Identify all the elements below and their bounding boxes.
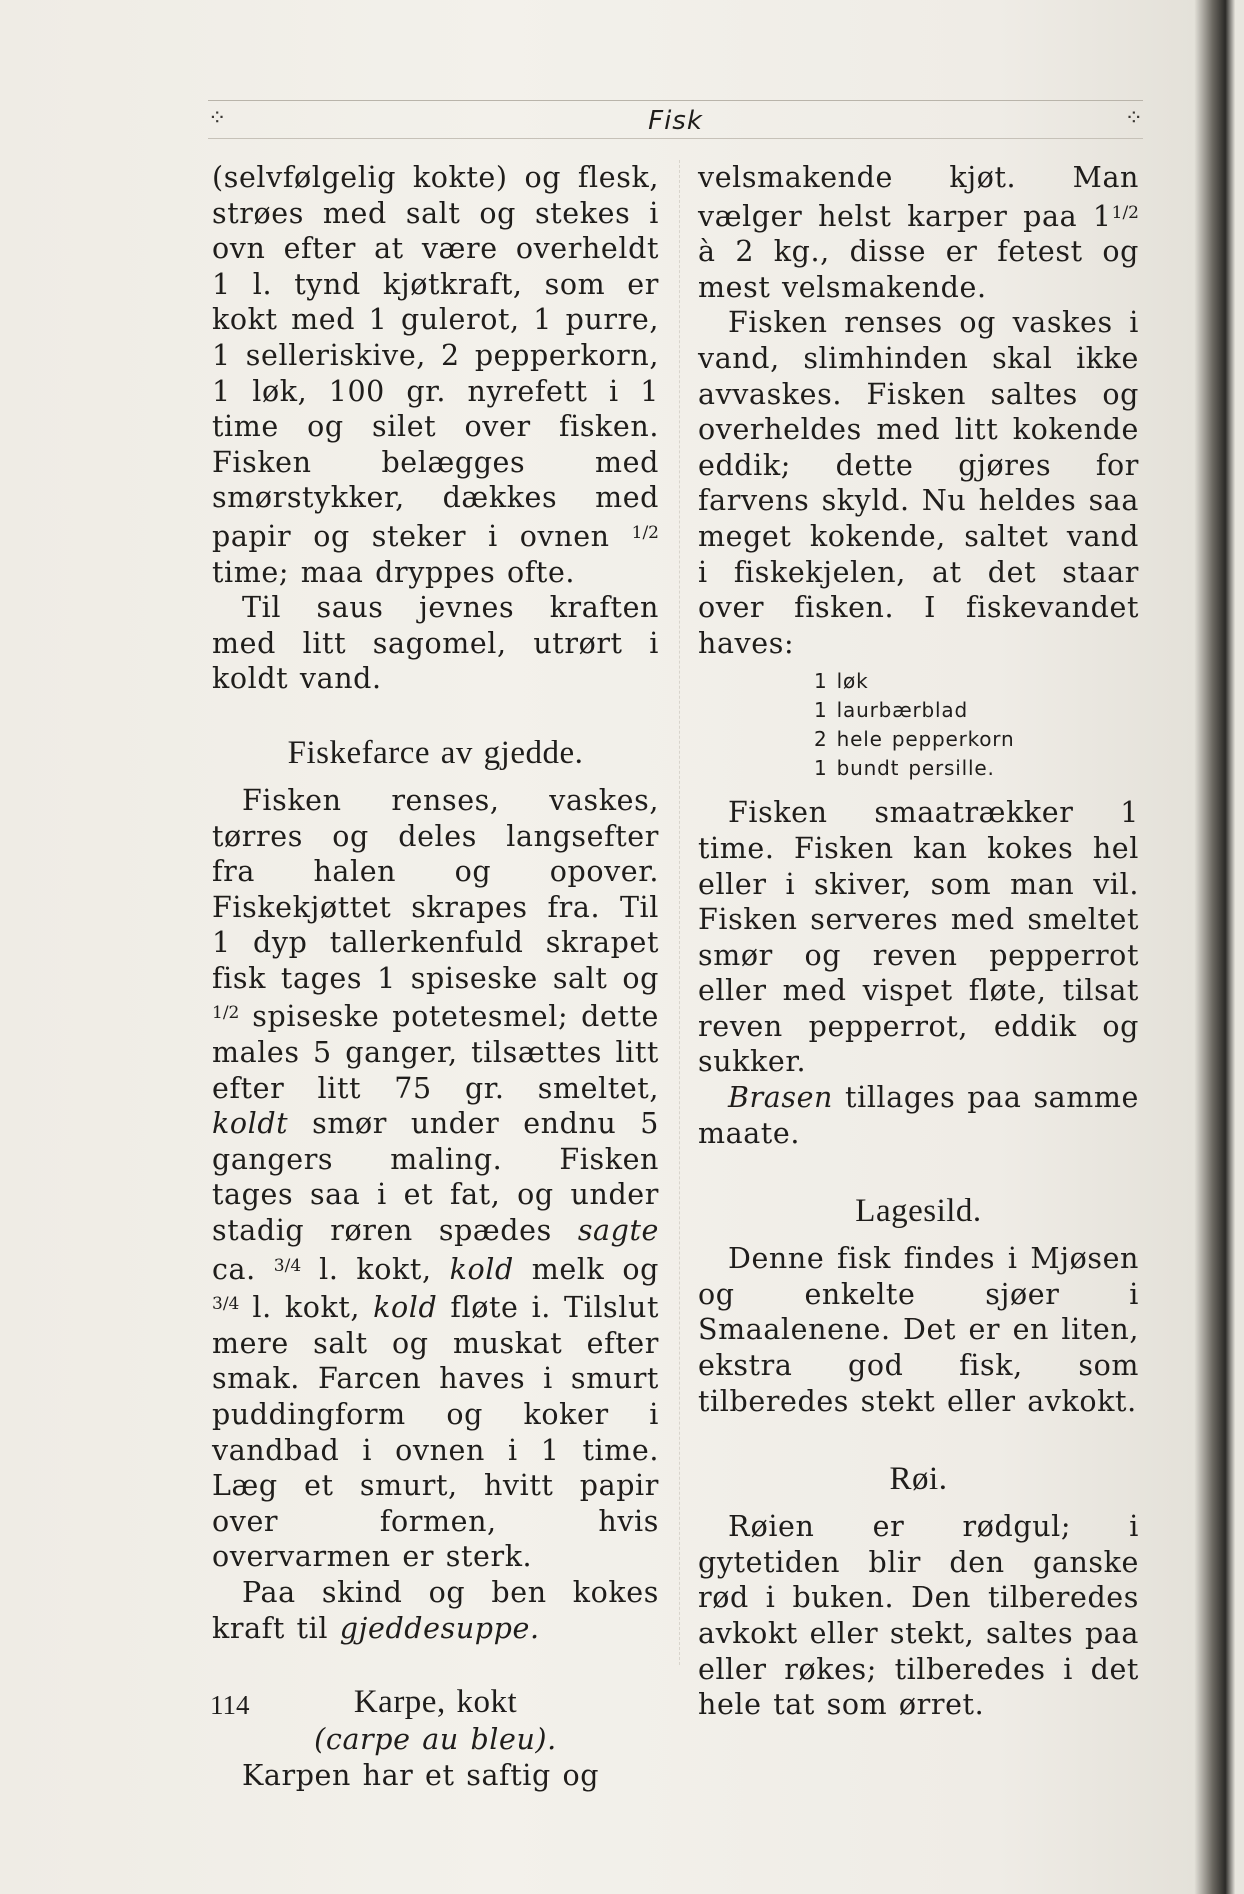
- list-item: 2 hele pepperkorn: [814, 727, 1015, 752]
- text: tillages paa samme maate.: [698, 1081, 1139, 1150]
- right-column: [698, 160, 1139, 1723]
- section-subtitle: (carpe au bleu).: [314, 1723, 557, 1757]
- fraction: 1/2: [212, 1003, 240, 1024]
- list-item: 1 bundt persille.: [814, 756, 995, 781]
- fraction: 1/2: [631, 522, 659, 543]
- italic-text: kold: [373, 1291, 438, 1325]
- paragraph: Til saus jevnes kraften med litt sagomel, utrørt i koldt vand.: [212, 591, 659, 696]
- header-rule-bottom: [208, 138, 1143, 139]
- text: l. kokt,: [239, 1291, 374, 1325]
- section-heading-roi: Røi.: [889, 1461, 948, 1498]
- italic-text: koldt: [212, 1107, 289, 1141]
- italic-text: sagte: [577, 1214, 659, 1248]
- section-heading-lagesild: Lagesild.: [855, 1193, 982, 1230]
- page-number: 114: [210, 1690, 250, 1720]
- text: Fisken renses, vaskes, tørres og deles langsefter fra halen og opover. Fiskekjøttet skrapes fra. Til 1 dyp tallerkenfuld skrapet fisk tages 1 spiseske salt og: [212, 783, 659, 995]
- italic-text: kold: [449, 1252, 514, 1286]
- left-column: [212, 160, 659, 1793]
- ingredient-list: [698, 667, 1139, 783]
- paragraph: Fisken smaatrækker 1 time. Fisken kan kokes hel eller i skiver, som man vil. Fisken serveres med smeltet smør og reven pepperrot eller med vispet fløte, tilsat reven pepperrot, eddik og sukker.: [698, 796, 1139, 1079]
- italic-text: gjeddesuppe.: [339, 1611, 540, 1645]
- text: l. kokt,: [301, 1252, 450, 1286]
- text: velsmakende kjøt. Man vælger helst karper paa 1: [698, 161, 1139, 233]
- section-heading-karpe: Karpe, kokt: [353, 1684, 518, 1721]
- text: à 2 kg., disse er fetest og mest velsmakende.: [698, 235, 1139, 304]
- fraction: 1/2: [1111, 202, 1139, 223]
- paragraph: Denne fisk findes i Mjøsen og enkelte sjøer i Smaalenene. Det er en liten, ekstra god fisk, som tilberedes stekt eller avkokt.: [698, 1242, 1139, 1418]
- paragraph: Røien er rødgul; i gytetiden blir den ganske rød i buken. Den tilberedes avkokt eller stekt, saltes paa eller røkes; tilberedes i det hele tat som ørret.: [698, 1510, 1139, 1722]
- ornament-left-icon: ⁘: [208, 106, 227, 131]
- column-divider: [679, 160, 680, 1665]
- header-rule-top: [208, 100, 1143, 101]
- paragraph: [698, 1080, 1139, 1151]
- text: time; maa dryppes ofte.: [212, 555, 576, 589]
- paragraph: [698, 160, 1139, 305]
- paragraph: [212, 160, 659, 590]
- text: smør under endnu 5 gangers maling. Fisken tages saa i et fat, og under stadig røren spædes: [212, 1107, 659, 1248]
- text: fløte i. Tilslut mere salt og muskat efter smak. Farcen haves i smurt puddingform og koker i vandbad i ovnen i 1 time. Læg et smurt, hvitt papir over formen, hvis overvarmen er sterk.: [212, 1291, 659, 1574]
- paragraph: [212, 783, 659, 1575]
- list-item: 1 laurbærblad: [814, 698, 968, 723]
- text: melk og: [513, 1252, 659, 1286]
- paragraph: [212, 1575, 659, 1646]
- italic-text: Brasen: [728, 1081, 834, 1115]
- section-heading-fiskefarce: Fiskefarce av gjedde.: [287, 734, 584, 771]
- running-head: [208, 100, 1143, 140]
- text: ca.: [212, 1252, 274, 1286]
- text: Paa skind og ben kokes kraft til: [212, 1575, 659, 1645]
- list-item: 1 løk: [814, 669, 869, 694]
- paragraph: Karpen har et saftig og: [242, 1758, 600, 1792]
- fraction: 3/4: [273, 1255, 302, 1276]
- paragraph: Fisken renses og vaskes i vand, slimhinden skal ikke avvaskes. Fisken saltes og overheldes med litt kokende eddik; dette gjøres for farvens skyld. Nu heldes saa meget kokende, saltet vand i fiskekjelen, at det staar over fisken. I fiskevandet haves:: [698, 306, 1139, 660]
- running-head-title: Fisk: [648, 106, 703, 136]
- text: spiseske potetesmel; dette males 5 ganger, tilsættes litt efter litt 75 gr. smeltet,: [212, 1000, 659, 1105]
- text: (selvfølgelig kokte) og flesk, strøes med salt og stekes i ovn efter at være overheldt 1 l. tynd kjøtkraft, som er kokt med 1 gulerot, 1 purre, 1 selleriskive, 2 pepperkorn, 1 løk, 100 gr. nyrefett i 1 time og silet over fisken. Fisken belægges med smørstykker, dækkes med papir og steker i ovnen: [212, 161, 659, 553]
- fraction: 3/4: [212, 1294, 240, 1315]
- ornament-right-icon: ⁘: [1124, 106, 1143, 131]
